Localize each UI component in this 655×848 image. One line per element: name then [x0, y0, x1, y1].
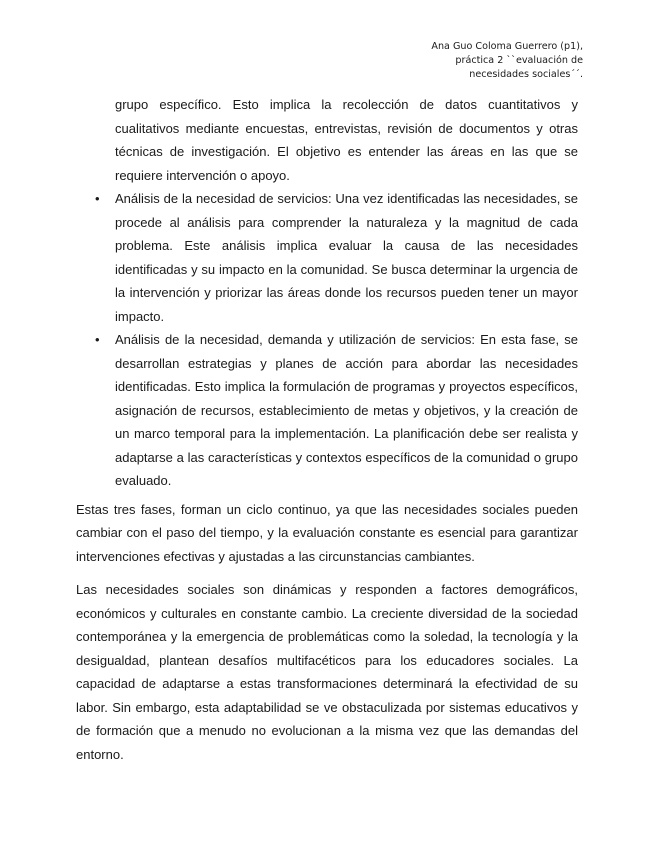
paragraph-cycle: Estas tres fases, forman un ciclo continuo, ya que las necesidades sociales pueden cambiar con el paso del tiempo, y la evaluación constante es esencial para garantizar intervenciones efectivas y ajustadas a las circunstancias cambiantes. — [76, 501, 578, 564]
header-line-practice: práctica 2 ``evaluación de — [455, 55, 583, 66]
bullet-icon: • — [95, 191, 100, 206]
list-item — [76, 187, 578, 328]
page-header — [323, 40, 583, 82]
document-body — [76, 93, 578, 766]
header-line-author: Ana Guo Coloma Guerrero (p1), — [431, 41, 583, 52]
bullet-icon: • — [95, 332, 100, 347]
list-item-text: Análisis de la necesidad, demanda y utilización de servicios: En esta fase, se desarrollan estrategias y planes de acción para abordar las necesidades identificadas. Esto implica la formulación de programas y proyectos específicos, asignación de recursos, establecimiento de metas y objetivos, y la creación de un marco temporal para la implementación. La planificación debe ser realista y adaptarse a las características y contextos específicos de la comunidad o grupo evaluado. — [115, 332, 578, 488]
list-item-text: Análisis de la necesidad de servicios: Una vez identificadas las necesidades, se procede al análisis para comprender la naturaleza y la magnitud de cada problema. Este análisis implica evaluar la causa de las necesidades identificadas y su impacto en la comunidad. Se busca determinar la urgencia de la intervención y priorizar las áreas donde los recursos pueden tener un mayor impacto. — [115, 191, 578, 324]
paragraph-dynamics: Las necesidades sociales son dinámicas y responden a factores demográficos, económicos y culturales en constante cambio. La creciente diversidad de la sociedad contemporánea y la emergencia de problemáticas como la soledad, la tecnología y la desigualdad, plantean desafíos multifacéticos para los educadores sociales. La capacidad de adaptarse a estas transformaciones determinará la efectividad de su labor. Sin embargo, esta adaptabilidad se ve obstaculizada por sistemas educativos y de formación que a menudo no evolucionan a la misma vez que las demandas del entorno. — [76, 582, 578, 762]
header-line-topic: necesidades sociales´´. — [469, 69, 583, 80]
list-item — [76, 328, 578, 493]
continued-list-item: grupo específico. Esto implica la recolección de datos cuantitativos y cualitativos mediante encuestas, entrevistas, revisión de documentos y otras técnicas de investigación. El objetivo es entender las áreas en las que se requiere intervención o apoyo. — [115, 97, 578, 183]
bullet-list — [76, 187, 578, 493]
